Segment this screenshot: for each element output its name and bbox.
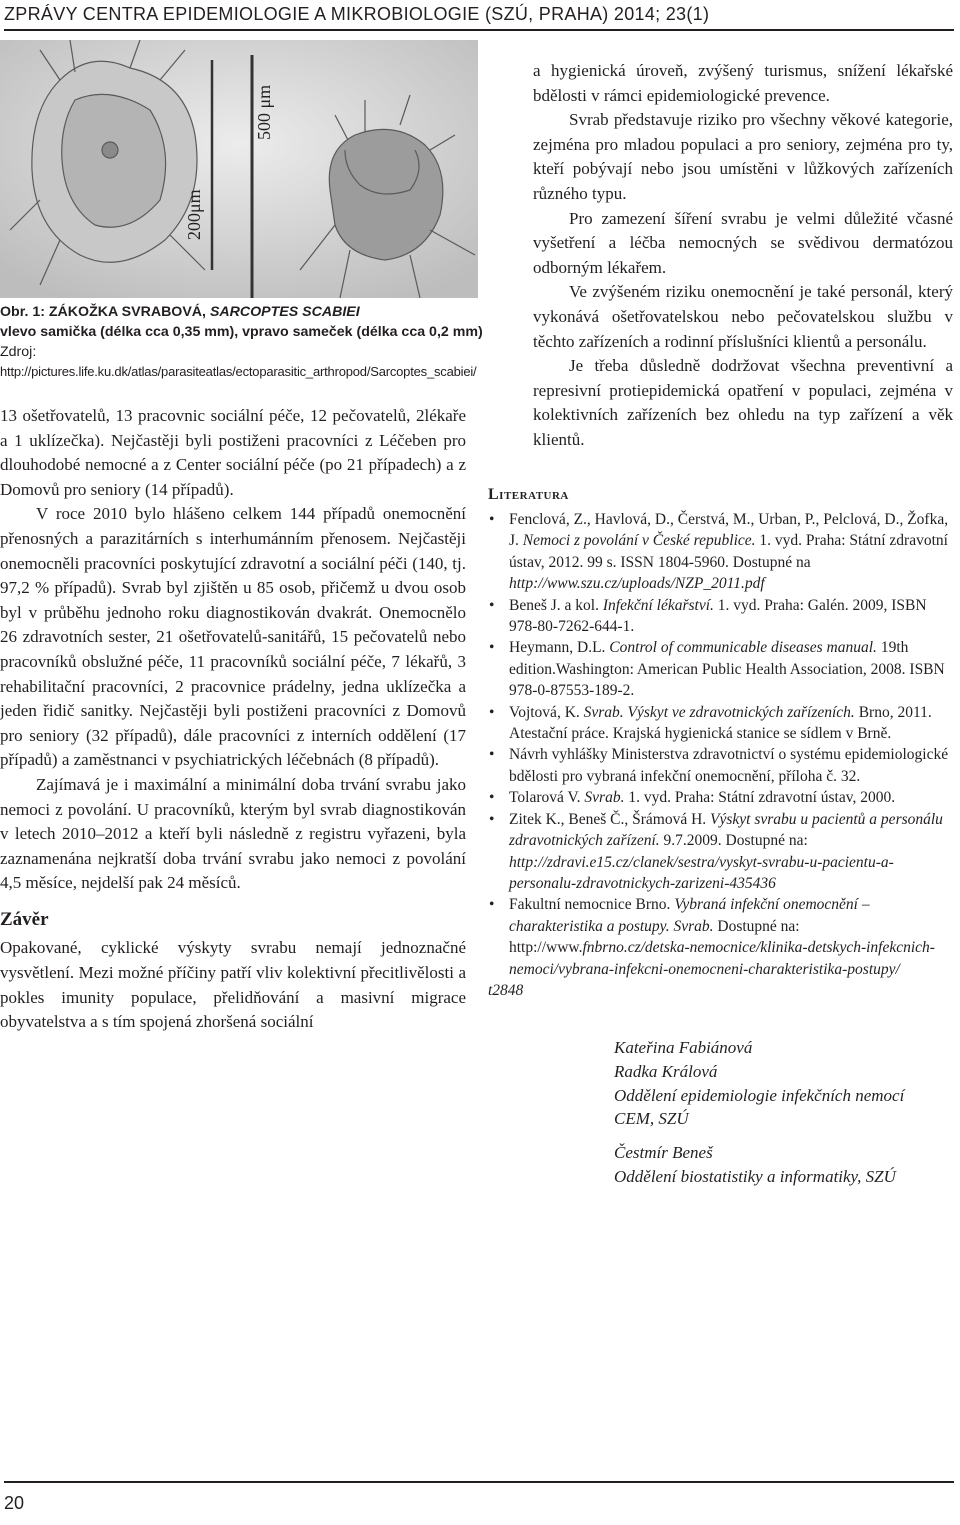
right-column	[533, 59, 953, 453]
scale-label-left: 200μm	[184, 189, 204, 240]
mite-micrograph	[0, 40, 478, 298]
reference-item: • Beneš J. a kol. Infekční lékařství. 1. vyd. Praha: Galén. 2009, ISBN 978-80-7262-644-1.	[488, 595, 954, 638]
author-name: Čestmír Beneš	[614, 1143, 713, 1163]
author-name: Radka Králová	[614, 1061, 718, 1081]
figure-mites-photo	[0, 40, 478, 298]
reference-link[interactable]: http://www.szu.cz/uploads/NZP_2011.pdf	[509, 575, 765, 593]
reference-list	[488, 509, 954, 1001]
caption-description: vlevo samička (délka cca 0,35 mm), vpravo sameček (délka cca 0,2 mm)	[0, 324, 483, 340]
caption-title: Obr. 1: ZÁKOŽKA SVRABOVÁ, SARCOPTES SCABIEI	[0, 304, 360, 320]
right-paragraph-4: Ve zvýšeném riziku onemocnění je také personál, který vykonává ošetřovatelskou nebo pečovatelskou službu v těchto zařízeních a rodinní příslušníci klientů a personálu.	[533, 282, 953, 351]
reference-item: • Fenclová, Z., Havlová, D., Čerstvá, M., Urban, P., Pelclová, D., Žofka, J. Nemoci z povolání v České republice. 1. vyd. Praha: Státní zdravotní ústav, 2012. 99 s. ISSN 1804-5960. Dostupné na http://www.szu.cz/uploads/NZP_2011.pdf	[488, 509, 954, 595]
right-paragraph-2: Svrab představuje riziko pro všechny věkové kategorie, zejména pro mladou populaci a pro seniory, zejména pro ty, kteří pobývají nebo jsou umístěni v lůžkových zařízeních různého typu.	[533, 110, 953, 203]
caption-source-label: Zdroj:	[0, 344, 37, 360]
right-paragraph-1: a hygienická úroveň, zvýšený turismus, snížení lékařské bdělosti v rámci epidemiologické prevence.	[533, 61, 953, 105]
reference-link[interactable]: fnbrno.cz/detska-nemocnice/klinika-detskych-infekcnich-nemoci/vybrana-infekcni-onemocneni-charakteristika-postupy/	[509, 939, 935, 978]
reference-item: • Návrh vyhlášky Ministerstva zdravotnictví o systému epidemiologické bdělosti pro vybraná infekční onemocnění, příloha č. 32.	[488, 744, 954, 787]
left-paragraph-3: Zajímavá je i maximální a minimální doba trvání svrabu jako nemoci z povolání. U pracovníků, kterým byl svrab diagnostikován v letech 2010–2012 a kteří byli následně z registru vyřazeni, byla zaznamenána nejkratší doba trvání svrabu jako nemoci z povolání 4,5 měsíce, nejdelší pak 24 měsíců.	[0, 774, 466, 893]
author-block	[614, 1036, 954, 1189]
left-paragraph-4: Opakované, cyklické výskyty svrabu nemají jednoznačné vysvětlení. Mezi možné příčiny patří vliv kolektivní přecitlivělosti a pokles imunity populace, přelidňování a masivní migrace obyvatelstva a s tím spojená zhoršená sociální	[0, 938, 466, 1032]
author-name: Kateřina Fabiánová	[614, 1038, 753, 1057]
literature-heading: Literatura	[488, 486, 569, 503]
reference-link[interactable]: http://zdravi.e15.cz/clanek/sestra/vyskyt-svrabu-u-pacientu-a-personalu-zdravotnickych-zarizeni-435436	[509, 853, 894, 892]
reference-item: • Vojtová, K. Svrab. Výskyt ve zdravotnických zařízeních. Brno, 2011. Atestační práce. Krajská hygienická stanice se sídlem v Brně.	[488, 702, 954, 745]
reference-item: • Tolarová V. Svrab. 1. vyd. Praha: Státní zdravotní ústav, 2000.	[488, 787, 954, 808]
reference-item: • Fakultní nemocnice Brno. Vybraná infekční onemocnění – charakteristika a postupy. Svrab. Dostupné na: http://www.fnbrno.cz/detska-nemocnice/klinika-detskych-infekcnich-nemoci/vybrana-infekcni-onemocneni-charakteristika-postupy/	[488, 894, 954, 980]
reference-item: • Zitek K., Beneš Č., Šrámová H. Výskyt svrabu u pacientů a personálu zdravotnických zařízení. 9.7.2009. Dostupné na: http://zdravi.e15.cz/clanek/sestra/vyskyt-svrabu-u-pacientu-a-personalu-zdravotnickych-zarizeni-435436	[488, 809, 954, 895]
page-number: 20	[4, 1481, 954, 1514]
left-paragraph-2: V roce 2010 bylo hlášeno celkem 144 případů onemocnění přenosných a parazitárních s interhumánním přenosem. Nejčastěji onemocněli pracovníci poskytující zdravotní a sociální péči (140, tj. 97,2 % případů). Svrab byl zjištěn u 85 osob, přičemž u dvou osob byl v průběhu jednoho roku diagnostikován dvakrát. Onemocnělo 26 zdravotních sester, 21 ošetřovatelů-sanitářů, 15 pečovatelů nebo pracovníků obslužné péče, 11 pracovníků sociální péče, 7 lékařů, 3 rehabilitační pracovníci, 2 pracovnice prádelny, jedna uklízečka a jeden řidič sanitky. Nejčastěji byli postiženi pracovníci z Domovů pro seniory (32 případů), dále pracovníci z interních oddělení (17 případů) a zaměstnanci v psychiatrických léčebnách (8 případů).	[0, 504, 466, 770]
right-paragraph-3: Pro zamezení šíření svrabu je velmi důležité včasné vyšetření a léčba nemocných se svědivou dermatózou odborným lékařem.	[533, 208, 953, 277]
left-column	[0, 404, 466, 1035]
reference-item: • Heymann, D.L. Control of communicable diseases manual. 19th edition.Washington: American Public Health Association, 2008. ISBN 978-0-87553-189-2.	[488, 637, 954, 701]
author-affiliation: CEM, SZÚ	[614, 1109, 689, 1129]
section-heading-conclusion: Závěr	[0, 908, 49, 930]
author-affiliation: Oddělení epidemiologie infekčních nemocí	[614, 1085, 905, 1105]
scale-label-right: 500 μm	[254, 84, 274, 140]
reference-trailing-code: t2848	[488, 981, 524, 999]
left-paragraph-1: 13 ošetřovatelů, 13 pracovnic sociální péče, 12 pečovatelů, 2lékaře a 1 uklízečka). Nejčastěji byli postiženi pracovníci z Léčeben pro dlouhodobé nemocné a z Center sociální péče (po 21 případech) a z Domovů pro seniory (14 případů).	[0, 406, 466, 499]
journal-header: ZPRÁVY CENTRA EPIDEMIOLOGIE A MIKROBIOLOGIE (SZÚ, PRAHA) 2014; 23(1)	[4, 4, 954, 31]
figure-caption	[0, 302, 490, 382]
caption-source-url: http://pictures.life.ku.dk/atlas/parasiteatlas/ectoparasitic_arthropod/Sarcoptes_scabiei/	[0, 364, 477, 379]
right-paragraph-5: Je třeba důsledně dodržovat všechna preventivní a represivní protiepidemická opatření v populaci, zejména v kolektivních zařízeních bez ohledu na typ zařízení a věk klientů.	[533, 356, 953, 449]
author-affiliation: Oddělení biostatistiky a informatiky, SZÚ	[614, 1166, 896, 1186]
